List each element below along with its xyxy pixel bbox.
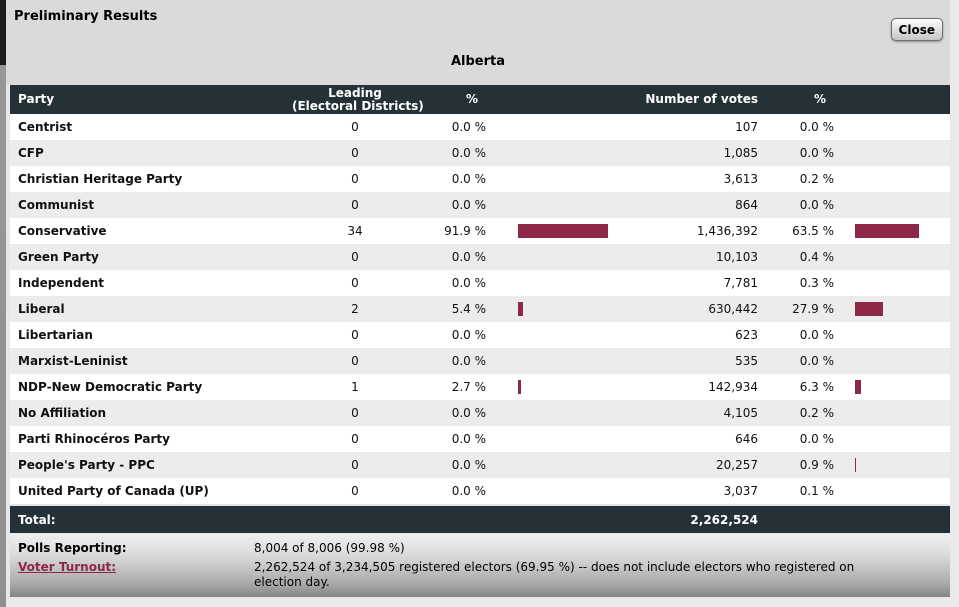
leading-pct-value: 0.0 %: [451, 276, 486, 290]
votes-value: 646: [735, 432, 758, 446]
votes-pct-value: 0.1 %: [799, 484, 834, 498]
table-row: [10, 244, 950, 270]
party-name: Marxist-Leninist: [18, 354, 128, 368]
polls-reporting-value: 8,004 of 8,006 (99.98 %): [254, 541, 405, 555]
party-name: Parti Rhinocéros Party: [18, 432, 170, 446]
party-name: NDP-New Democratic Party: [18, 380, 203, 394]
leading-pct-bar: [518, 224, 608, 238]
leading-districts-value: 34: [347, 224, 363, 238]
total-votes: 2,262,524: [690, 512, 758, 527]
leading-pct-value: 0.0 %: [451, 328, 486, 342]
header-party: Party: [18, 92, 55, 106]
dialog-footer: [10, 534, 950, 597]
table-body: [10, 114, 950, 504]
leading-pct-value: 0.0 %: [451, 484, 486, 498]
leading-districts-value: 0: [351, 354, 359, 368]
table-row: [10, 114, 950, 140]
table-row: [10, 426, 950, 452]
polls-reporting-label: Polls Reporting:: [18, 541, 127, 555]
dialog-header: [6, 0, 950, 85]
votes-value: 20,257: [716, 458, 758, 472]
leading-districts-value: 0: [351, 146, 359, 160]
votes-value: 1,085: [723, 146, 758, 160]
votes-pct-value: 6.3 %: [799, 380, 834, 394]
leading-pct-bar-cell: [488, 302, 620, 316]
votes-value: 4,105: [723, 406, 758, 420]
votes-pct-bar: [855, 458, 856, 472]
leading-districts-value: 0: [351, 432, 359, 446]
votes-pct-value: 0.2 %: [799, 406, 834, 420]
votes-pct-value: 0.0 %: [799, 120, 834, 134]
table-row: [10, 140, 950, 166]
table-row: [10, 192, 950, 218]
total-row: [10, 506, 950, 533]
leading-districts-value: 2: [351, 302, 359, 316]
leading-pct-value: 0.0 %: [451, 146, 486, 160]
votes-pct-value: 0.2 %: [799, 172, 834, 186]
table-row: [10, 478, 950, 504]
dialog-title: Preliminary Results: [14, 9, 158, 24]
party-name: Independent: [18, 276, 105, 290]
leading-pct-value: 0.0 %: [451, 354, 486, 368]
votes-pct-bar-cell: [836, 302, 950, 316]
leading-pct-value: 0.0 %: [451, 172, 486, 186]
votes-pct-value: 0.0 %: [799, 328, 834, 342]
votes-pct-value: 0.9 %: [799, 458, 834, 472]
votes-value: 3,613: [723, 172, 758, 186]
votes-value: 7,781: [723, 276, 758, 290]
voter-turnout-link[interactable]: Voter Turnout:: [18, 560, 117, 574]
preliminary-results-dialog: [6, 0, 950, 598]
leading-pct-bar-cell: [488, 380, 620, 394]
leading-districts-value: 0: [351, 276, 359, 290]
votes-pct-bar: [855, 380, 861, 394]
leading-pct-value: 0.0 %: [451, 406, 486, 420]
votes-pct-bar: [855, 302, 883, 316]
table-row: [10, 452, 950, 478]
votes-pct-value: 0.0 %: [799, 198, 834, 212]
votes-pct-value: 27.9 %: [792, 302, 834, 316]
table-row: [10, 270, 950, 296]
leading-districts-value: 0: [351, 484, 359, 498]
leading-pct-value: 0.0 %: [451, 432, 486, 446]
leading-pct-bar-cell: [488, 224, 620, 238]
votes-pct-value: 0.0 %: [799, 146, 834, 160]
party-name: No Affiliation: [18, 406, 107, 420]
leading-pct-value: 0.0 %: [451, 250, 486, 264]
party-name: United Party of Canada (UP): [18, 484, 209, 498]
table-row: [10, 166, 950, 192]
party-name: Libertarian: [18, 328, 93, 342]
votes-value: 107: [735, 120, 758, 134]
votes-pct-bar: [855, 224, 919, 238]
leading-districts-value: 0: [351, 458, 359, 472]
leading-districts-value: 0: [351, 250, 359, 264]
votes-pct-value: 0.4 %: [799, 250, 834, 264]
results-table: [10, 85, 950, 597]
header-leading-districts: Leading (Electoral Districts): [292, 85, 424, 113]
votes-value: 864: [735, 198, 758, 212]
votes-value: 1,436,392: [696, 224, 758, 238]
votes-pct-value: 0.0 %: [799, 432, 834, 446]
party-name: Conservative: [18, 224, 107, 238]
leading-pct-bar: [518, 380, 521, 394]
votes-value: 623: [735, 328, 758, 342]
votes-pct-bar-cell: [836, 458, 950, 472]
leading-pct-value: 0.0 %: [451, 458, 486, 472]
leading-districts-value: 0: [351, 328, 359, 342]
header-number-of-votes: Number of votes: [645, 92, 758, 106]
total-label: Total:: [18, 512, 56, 527]
party-name: Communist: [18, 198, 95, 212]
party-name: Centrist: [18, 120, 73, 134]
table-header-row: [10, 85, 950, 114]
leading-pct-value: 2.7 %: [451, 380, 486, 394]
party-name: Liberal: [18, 302, 65, 316]
leading-pct-bar: [518, 302, 523, 316]
votes-value: 142,934: [708, 380, 758, 394]
votes-pct-bar-cell: [836, 224, 950, 238]
votes-pct-bar-cell: [836, 380, 950, 394]
close-button[interactable]: Close: [891, 18, 943, 41]
leading-pct-value: 0.0 %: [451, 198, 486, 212]
table-row: [10, 218, 950, 244]
votes-pct-value: 63.5 %: [792, 224, 834, 238]
leading-pct-value: 0.0 %: [451, 120, 486, 134]
leading-pct-value: 91.9 %: [444, 224, 486, 238]
leading-pct-value: 5.4 %: [451, 302, 486, 316]
party-name: Christian Heritage Party: [18, 172, 183, 186]
votes-pct-value: 0.0 %: [799, 354, 834, 368]
leading-districts-value: 1: [351, 380, 359, 394]
region-title: Alberta: [450, 54, 506, 69]
votes-value: 10,103: [716, 250, 758, 264]
table-row: [10, 296, 950, 322]
leading-districts-value: 0: [351, 120, 359, 134]
party-name: Green Party: [18, 250, 99, 264]
leading-districts-value: 0: [351, 198, 359, 212]
header-votes-pct: %: [813, 92, 826, 106]
table-row: [10, 400, 950, 426]
table-row: [10, 374, 950, 400]
party-name: People's Party - PPC: [18, 458, 155, 472]
leading-districts-value: 0: [351, 406, 359, 420]
polls-reporting-row: [10, 541, 950, 556]
votes-value: 3,037: [723, 484, 758, 498]
table-row: [10, 322, 950, 348]
leading-districts-value: 0: [351, 172, 359, 186]
table-row: [10, 348, 950, 374]
voter-turnout-row: [10, 560, 950, 590]
votes-value: 630,442: [708, 302, 758, 316]
votes-value: 535: [735, 354, 758, 368]
votes-pct-value: 0.3 %: [799, 276, 834, 290]
party-name: CFP: [18, 146, 44, 160]
header-leading-pct: %: [465, 92, 478, 106]
voter-turnout-value: 2,262,524 of 3,234,505 registered electors (69.95 %) -- does not include electors who registered on election day.: [254, 560, 855, 589]
